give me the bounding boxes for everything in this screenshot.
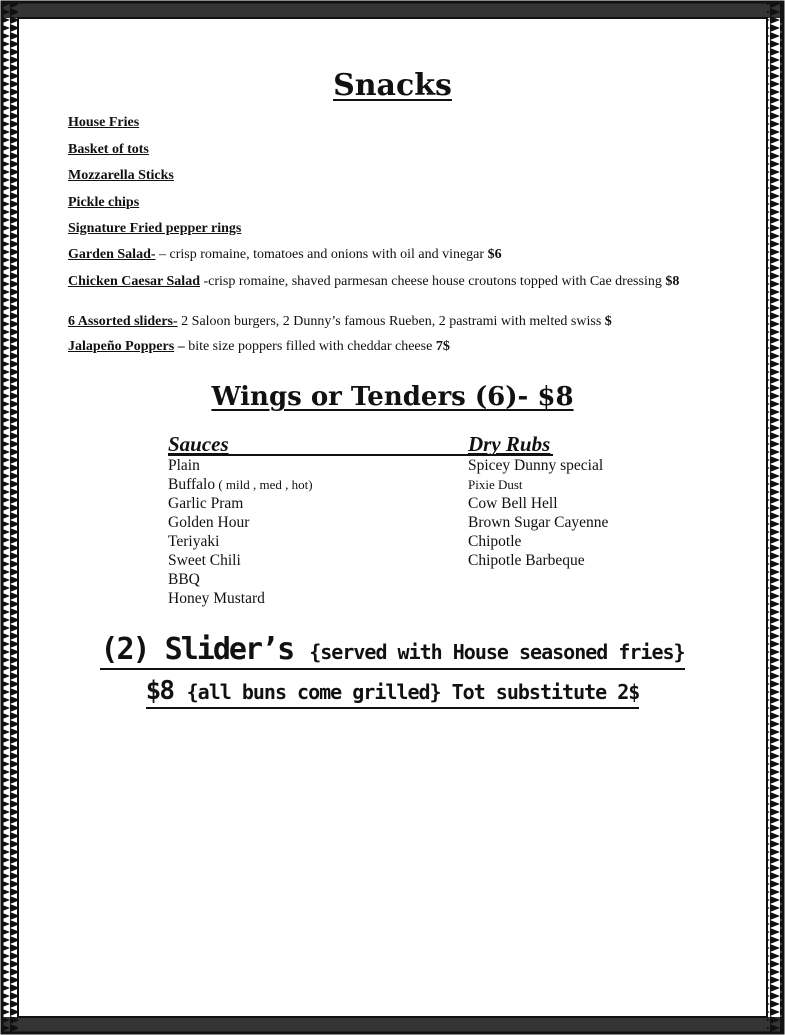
menu-item: House Fries bbox=[68, 115, 140, 130]
wings-title: Wings or Tenders (6)- $8 bbox=[211, 382, 574, 412]
list-item: Spicey Dunny special bbox=[468, 457, 604, 474]
sliders-heading: (2) Slider’s {served with House seasoned fries} bbox=[0, 632, 785, 667]
list-item: Pixie Dust bbox=[468, 477, 523, 492]
sliders-price-line: $8 {all buns come grilled} Tot substitute 2$ bbox=[0, 676, 785, 706]
list-item: Buffalo ( mild , med , hot) bbox=[168, 476, 313, 493]
list-item: Chipotle Barbeque bbox=[468, 552, 585, 569]
dry-rubs-header: Dry Rubs bbox=[468, 432, 551, 456]
snacks-title: Snacks bbox=[333, 68, 452, 103]
list-item: Brown Sugar Cayenne bbox=[468, 514, 609, 531]
sauces-list bbox=[168, 432, 468, 608]
list-item: Garlic Pram bbox=[168, 495, 244, 512]
menu-item: 6 Assorted sliders- 2 Saloon burgers, 2 Dunny’s famous Rueben, 2 pastrami with melted swiss $ bbox=[68, 314, 612, 329]
sauces-header: Sauces bbox=[168, 432, 229, 456]
menu-item: Jalapeño Poppers – bite size poppers filled with cheddar cheese 7$ bbox=[68, 339, 450, 354]
dry-rubs-list bbox=[468, 432, 668, 570]
menu-item: Chicken Caesar Salad -crisp romaine, shaved parmesan cheese house croutons topped with Cae dressing $8 bbox=[68, 274, 680, 289]
list-item: Teriyaki bbox=[168, 533, 220, 550]
menu-item: Signature Fried pepper rings bbox=[68, 221, 242, 236]
menu-item: Mozzarella Sticks bbox=[68, 168, 174, 183]
list-item: Honey Mustard bbox=[168, 590, 265, 607]
list-item: Sweet Chili bbox=[168, 552, 241, 569]
list-item: BBQ bbox=[168, 571, 200, 588]
menu-item: Basket of tots bbox=[68, 142, 149, 157]
menu-item: Pickle chips bbox=[68, 195, 140, 210]
list-item: Plain bbox=[168, 457, 200, 474]
list-item: Golden Hour bbox=[168, 514, 250, 531]
list-item: Cow Bell Hell bbox=[468, 495, 558, 512]
list-item: Chipotle bbox=[468, 533, 522, 550]
menu-item: Garden Salad- – crisp romaine, tomatoes and onions with oil and vinegar $6 bbox=[68, 247, 502, 262]
